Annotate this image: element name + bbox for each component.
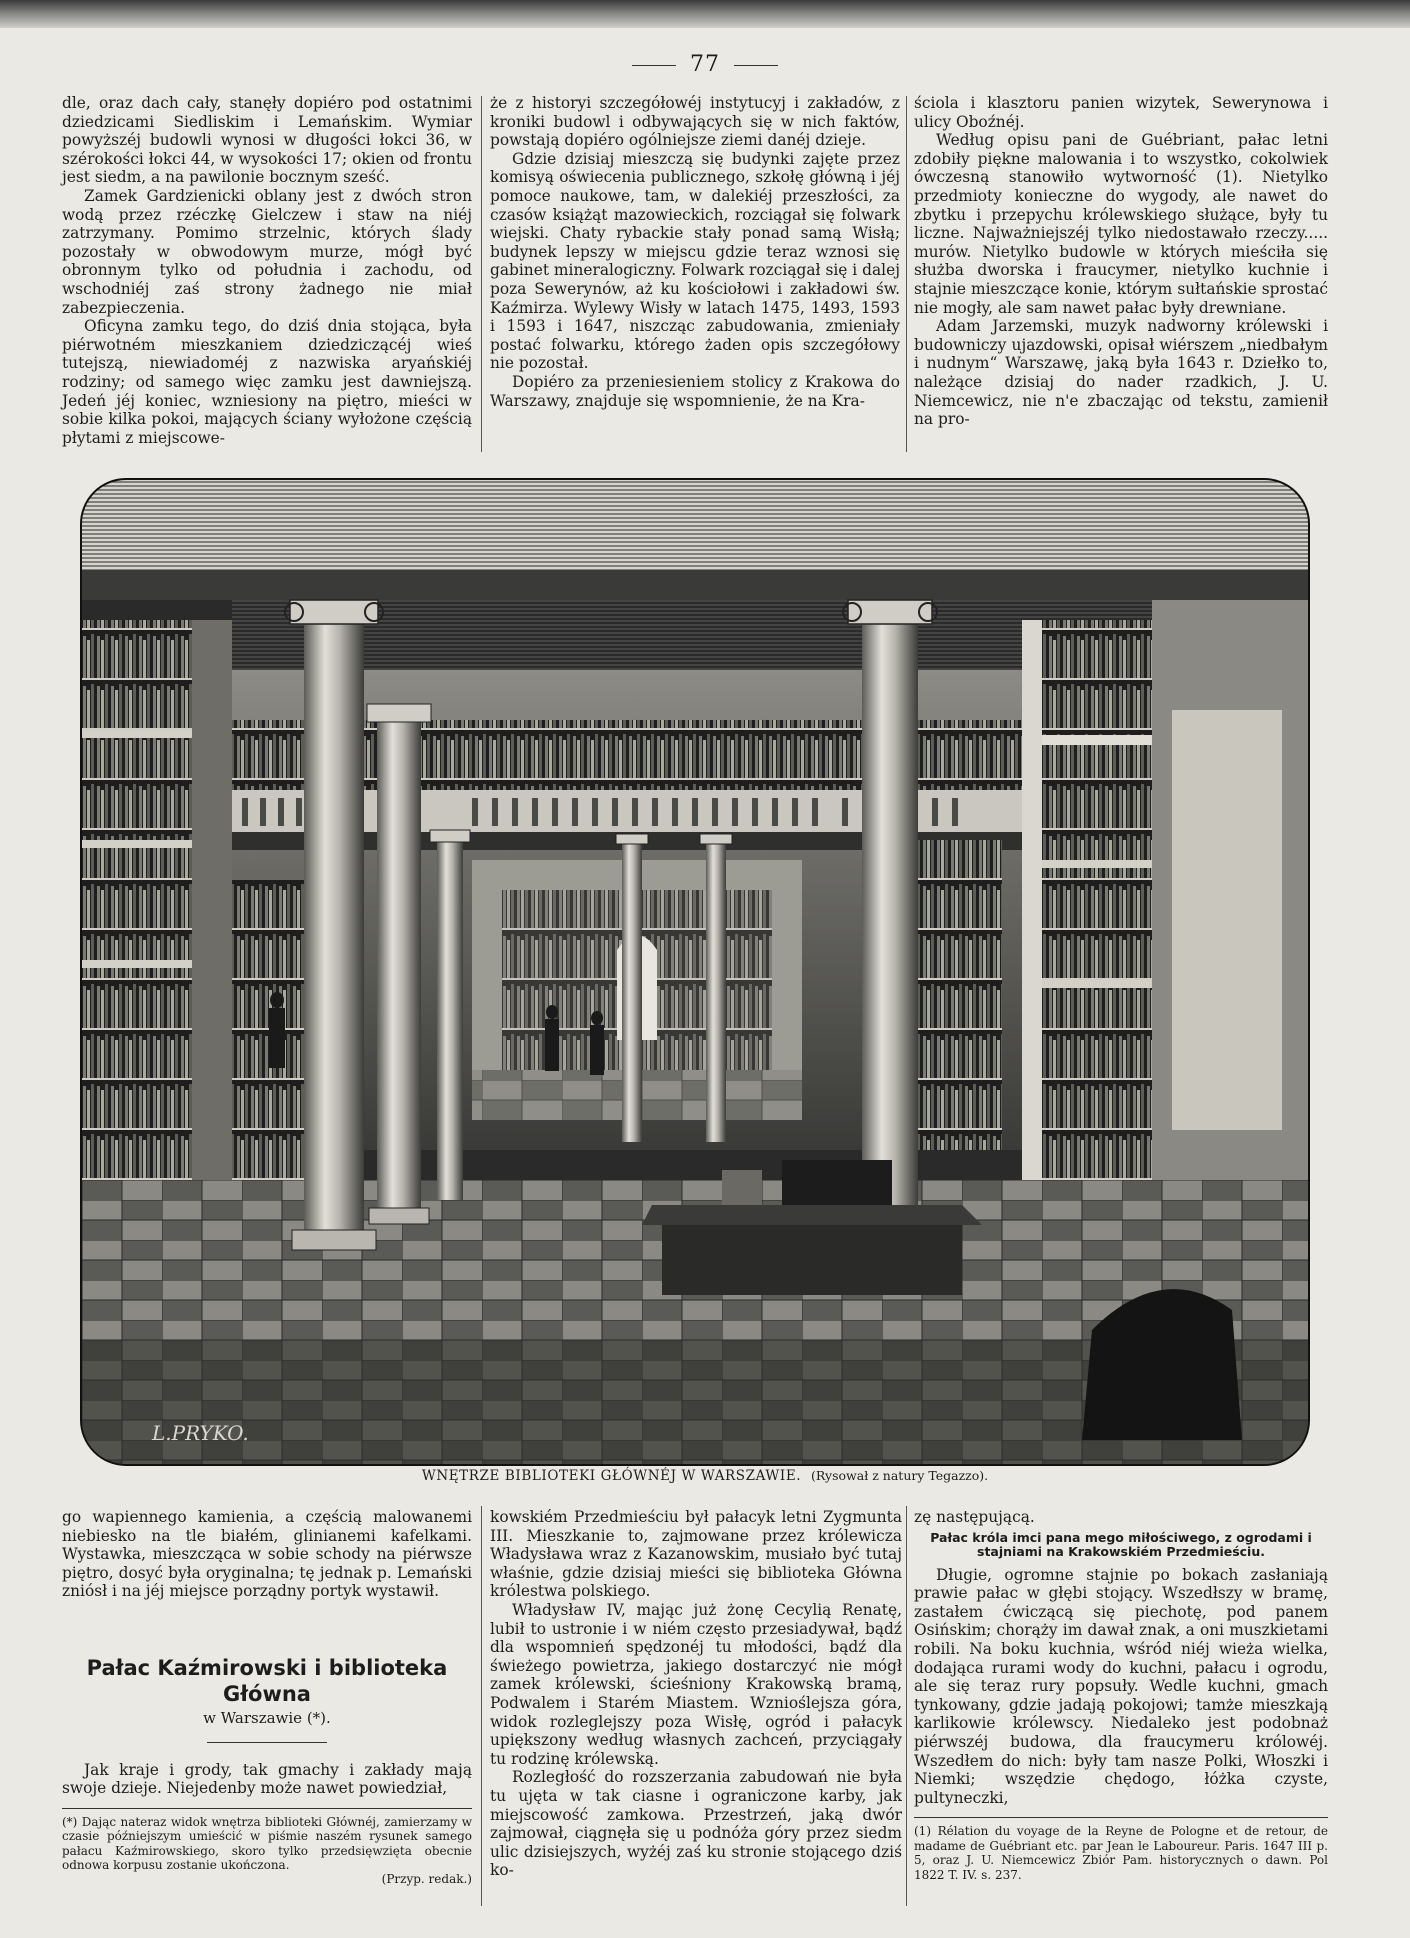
top-column-1 [62, 94, 472, 447]
top-column-2 [490, 94, 900, 410]
artist-signature: L.PRYKO. [152, 1421, 249, 1445]
section-title: Pałac króla imci pana mego miłościwego, z ogrodami i stajniami na Krakowskiém Przedmieściu. [930, 1529, 1312, 1560]
footnote-rule [62, 1808, 472, 1809]
footnote-signature: (Przyp. redak.) [381, 1872, 472, 1887]
footnote: (*) Dając nateraz widok wnętrza biblioteki Głównéj, zamierzamy w czasie późniejszym umieścić w piśmie naszém rysunek samego pałacu Kaźmirowskiego, skoro tylko przedsięwzięta obecnie odnowa korpusu zostanie ukończona. [62, 1814, 472, 1872]
bottom-column-1 [62, 1508, 472, 1887]
article-subheading: w Warszawie (*). [203, 1708, 331, 1727]
engraving-illustration [82, 480, 1308, 1464]
paragraph: go wapiennego kamienia, a częścią malowanemi niebiesko na tle białém, glinianemi kafelkami. Wystawka, mieszcząca w sobie schody na piérwsze piętro, dosyć była oryginalna; tę jednak p. Lemański zniósł i na jéj miejsce porządny portyk wystawił. [62, 1508, 472, 1601]
footnote-rule [914, 1817, 1328, 1818]
column-rule [481, 96, 482, 452]
paragraph: Oficyna zamku tego, do dziś dnia stojąca, była piérwotném mieszkaniem dziedziczącéj wieś tutejszą, niewiadoméj z nazwiska aryańskiéj rodziny; od samego więc zamku jest dawniejszą. Jedeń jéj koniec, wzniesiony na piętro, mieści w sobie kilka pokoi, mających ściany wyłożone częścią płytami z miejscowe- [62, 317, 472, 447]
paragraph: kowskiém Przedmieściu był pałacyk letni Zygmunta III. Mieszkanie to, zajmowane przez królewicza Władysława wraz z Kazanowskim, musiało być tutaj właśnie, gdzie dzisiaj mieści się biblioteka Główna królestwa polskiego. [490, 1508, 902, 1601]
library-engraving [80, 478, 1310, 1466]
paragraph: Według opisu pani de Guébriant, pałac letni zdobiły piękne malowania i to wszystko, cokolwiek ówczesną stanowiło wytworność (1). Nietylko przedmioty konieczne do wygody, ale nawet do zbytku i przepychu królewskiego służące, były tu liczne. Najważniejszéj tylko niedostawało rzeczy..... murów. Nietylko budowle w których mieściła się służba dworska i fraucymer, nietylko kuchnie i stajnie mieszczące konie, którym sułtańskie sprostać nie mogły, ale sam nawet pałac były drewniane. [914, 131, 1328, 317]
paragraph: zę następującą. [914, 1508, 1035, 1526]
paragraph: Adam Jarzemski, muzyk nadworny królewski i budowniczy ujazdowski, opisał wiérszem „niedbałym i nudnym“ Warszawę, jaką była 1643 r. Dziełko to, należące dzisiaj do nader rzadkich, J. U. Niemcewicz, nie n'e zbaczając od tekstu, zamienił na pro- [914, 317, 1328, 429]
paragraph: ściola i klasztoru panien wizytek, Sewerynowa i ulicy Oboźnéj. [914, 94, 1328, 131]
paragraph: Gdzie dzisiaj mieszczą się budynki zajęte przez komisyą oświecenia publicznego, szkołę główną i jéj pomoce naukowe, tam, w dalekiéj przeszłości, za czasów książąt mazowieckich, rozciągał się folwark wiejski. Chaty rybackie stały ponad samą Wisłą; budynek lepszy w miejscu gdzie teraz wznosi się gabinet mineralogiczny. Folwark rozciągał się i dalej poza Sewerynów, aż ku kościołowi i zakładowi św. Kaźmirza. Wylewy Wisły w latach 1475, 1493, 1593 i 1593 i 1647, niszcząc zabudowania, zmieniały postać folwarku, którego żaden opis szczegółowy nie pozostał. [490, 149, 900, 373]
article-heading: Pałac Kaźmirowski i biblioteka Główna [86, 1655, 448, 1706]
scan-top-edge [0, 0, 1410, 28]
bottom-column-3 [914, 1508, 1328, 1882]
footnote: (1) Rélation du voyage de la Reyne de Pologne et de retour, de madame de Guébriant etc. par Jean le Laboureur. Paris. 1647 III p. 5, oraz J. U. Niemcewicz Zbiór Pam. historycznych o dawn. Pol 1822 T. IV. s. 237. [914, 1824, 1328, 1882]
paragraph: Dopiéro za przeniesieniem stolicy z Krakowa do Warszawy, znajduje się wspomnienie, że na Kra- [490, 372, 900, 410]
paragraph: Zamek Gardzienicki oblany jest z dwóch stron wodą przez rzéczkę Gielczew i staw na niéj zatrzymany. Pomimo strzelnic, których ślady pozostały w obwodowym murze, mógł być obronnym tylko od południa i zachodu, od wschodniéj zaś strony żadnego nie miał zabezpieczenia. [62, 186, 472, 317]
column-rule [906, 96, 907, 452]
caption-title: WNĘTRZE BIBLIOTEKI GŁÓWNÉJ W WARSZAWIE. [421, 1468, 802, 1484]
column-rule [481, 1506, 482, 1906]
paragraph: Rozległość do rozszerzania zabudowań nie była tu ujęta w tak ciasne i ograniczone karby, jak miejscowość zamkowa. Przestrzeń, jaką dwór zajmował, ciągnęła się u podnóża góry przez siedm ulic dzisiejszych, wyżéj zaś ku stronie stojącego dziś ko- [490, 1768, 902, 1880]
paragraph: Długie, ogromne stajnie po bokach zasłaniają prawie pałac w głębi stojący. Wszedłszy w bramę, zastałem ćwiczącą się piechotę, pod panem Osińskim; chorąży im dawał znak, a oni muszkietami robili. Na boku kuchnia, wśród niéj wieża wielka, dodająca rurami wody do kuchni, pałacu i ogrodu, ale się teraz rury popsuły. Wedle kuchni, gmach tynkowany, gdzie jadają pokojowi; tamże mieszkają karlikowie królewscy. Niedaleko jest podobnaż piérwszéj budowa, dla fraucymeru królowéj. Wszedłem do nich: były tam nasze Polki, Włoszki i Niemki; wszędzie chędogo, łóżka czyste, pultyneczki, [914, 1565, 1328, 1807]
paragraph: dle, oraz dach cały, stanęły dopiéro pod ostatnimi dziedzicami Siedliskim i Lemańskim. Wymiar powyższéj budowli wynosi w długości łokci 36, w szérokości łokci 44, w wysokości 17; okien od frontu jest siedm, a na pawilonie bocznym sześć. [62, 94, 472, 187]
top-column-3 [914, 94, 1328, 429]
paragraph: Władysław IV, mając już żonę Cecylią Renatę, lubił to ustronie i w niém często przesiadywał, bądź dla wspomnień spędzonéj tu młodości, bądź dla świeżego powietrza, jakiego dostarczyć nie mógł zamek królewski, ścieśniony Krakowską bramą, Podwalem i Starém Miastem. Wznioślejsza góra, widok rozleglejszy poza Wisłę, ogród i pałacyk upiększony według własnych zachceń, przyciągały tu rodzinę królewską. [490, 1600, 902, 1768]
column-rule [906, 1506, 907, 1906]
divider [207, 1742, 327, 1743]
page-number: 77 [0, 52, 1410, 77]
bottom-column-2 [490, 1508, 902, 1880]
figure-caption [0, 1468, 1410, 1484]
paragraph: że z historyi szczegółowéj instytucyj i zakładów, z kroniki budowl i odbywających się w nich faktów, powstają dopiéro ogólniejsze ziemi danéj dzieje. [490, 94, 900, 150]
caption-credit: (Rysował z natury Tegazzo). [810, 1468, 989, 1483]
paragraph: Jak kraje i grody, tak gmachy i zakłady mają swoje dzieje. Niejedenby może nawet powiedział, [62, 1760, 472, 1798]
